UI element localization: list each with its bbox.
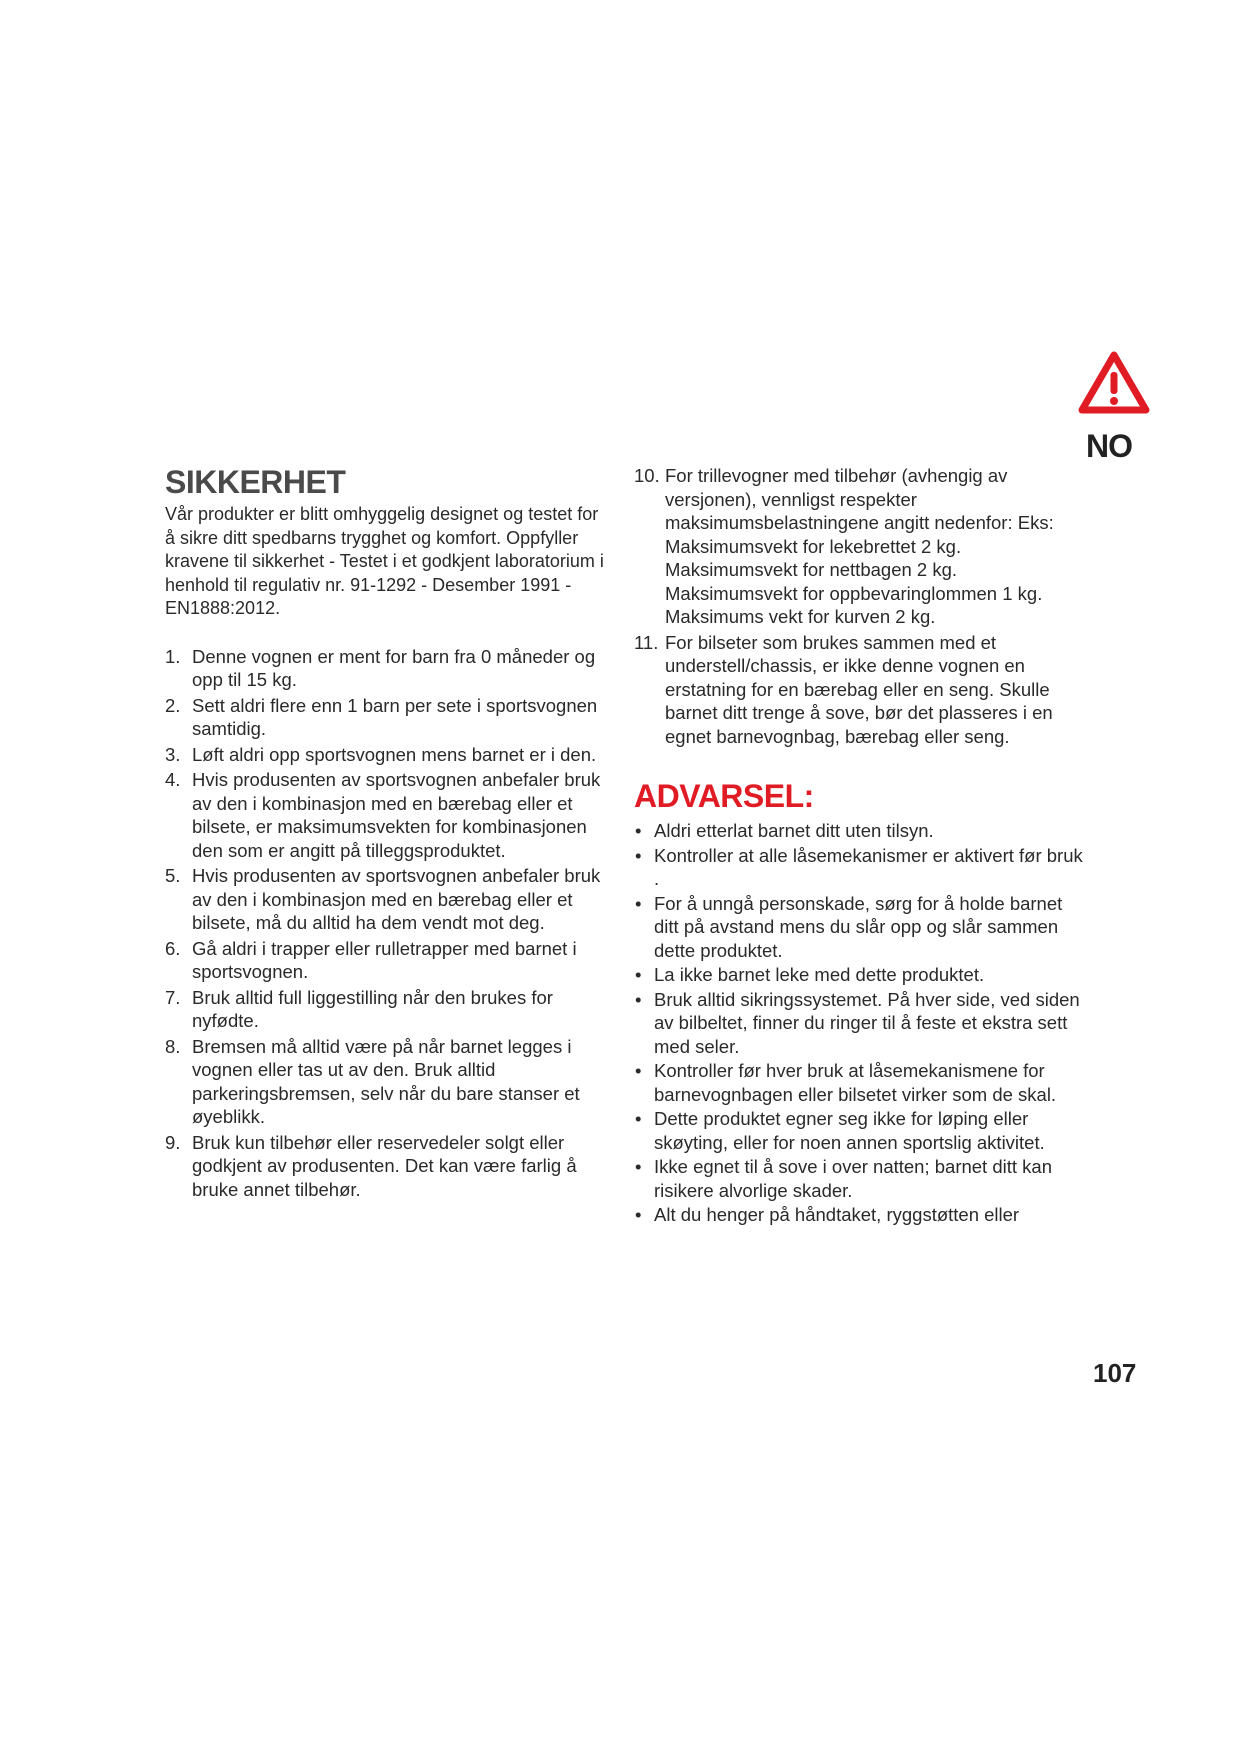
list-item: 1. Denne vognen er ment for barn fra 0 måneder og opp til 15 kg. (165, 645, 596, 690)
list-item: • Bruk alltid sikringssystemet. På hver side, ved siden av bilbeltet, finner du ringer til å feste et ekstra sett med seler. (634, 988, 1084, 1059)
list-item: 5. Hvis produsenten av sportsvognen anbefaler bruk av den i kombinasjon med en bærebag eller et bilsete, må du alltid ha dem vendt mot deg. (165, 865, 601, 933)
safety-intro: Vår produkter er blitt omhyggelig designet og testet for å sikre ditt spedbarns trygghet og komfort. Oppfyller kravene til sikkerhet - Testet i et godkjent laboratorium i henhold til regulativ nr. 91-1292 - Desember 1991 - EN1888:2012. (165, 504, 604, 618)
list-item: 4. Hvis produsenten av sportsvognen anbefaler bruk av den i kombinasjon med en bærebag eller et bilsete, er maksimumsvekten for kombinasjonen den som er angitt på tilleggsproduktet. (165, 769, 601, 861)
list-item: 10. For trillevogner med tilbehør (avhengig av versjonen), vennligst respekter maksimumsbelastningene angitt nedenfor: Eks: Maksimumsvekt for lekebrettet 2 kg. Maksimumsvekt for nettbagen 2 kg. Maksimumsvekt for oppbevaringlommen 1 kg. Maksimums vekt for kurven 2 kg. (634, 465, 1054, 627)
list-item: • Aldri etterlat barnet ditt uten tilsyn. (634, 819, 1084, 843)
list-item: 2. Sett aldri flere enn 1 barn per sete i sportsvognen samtidig. (165, 694, 598, 739)
warning-list (634, 819, 1084, 1227)
list-item: 11. For bilseter som brukes sammen med et understell/chassis, er ikke denne vognen en erstatning for en bærebag eller en seng. Skulle barnet ditt trenge å sove, bør det plasseres i en egnet barnevognbag, bærebag eller seng. (634, 631, 1053, 747)
list-item: 6. Gå aldri i trapper eller rulletrapper med barnet i sportsvognen. (165, 937, 577, 982)
list-item: • Kontroller før hver bruk at låsemekanismene for barnevognbagen eller bilsetet virker som de skal. (634, 1059, 1084, 1106)
list-item: • Ikke egnet til å sove i over natten; barnet ditt kan risikere alvorlige skader. (634, 1155, 1084, 1202)
left-column (165, 464, 605, 1203)
list-item: 7. Bruk alltid full liggestilling når den brukes for nyfødte. (165, 986, 553, 1031)
right-column (634, 464, 1084, 1228)
page-number: 107 (1093, 1358, 1137, 1388)
list-item: • For å unngå personskade, sørg for å holde barnet ditt på avstand mens du slår opp og slår sammen dette produktet. (634, 892, 1084, 963)
warning-triangle-icon (1078, 350, 1150, 416)
list-item: 8. Bremsen må alltid være på når barnet legges i vognen eller tas ut av den. Bruk alltid parkeringsbremsen, selv når du bare stanser et øyeblikk. (165, 1035, 580, 1127)
list-item: 3. Løft aldri opp sportsvognen mens barnet er i den. (165, 743, 597, 765)
list-item: • Dette produktet egner seg ikke for løping eller skøyting, eller for noen annen sportslig aktivitet. (634, 1107, 1084, 1154)
list-item: • La ikke barnet leke med dette produktet. (634, 963, 1084, 987)
list-item: 9. Bruk kun tilbehør eller reservedeler solgt eller godkjent av produsenten. Det kan være farlig å bruke annet tilbehør. (165, 1131, 577, 1200)
list-item: • Alt du henger på håndtaket, ryggstøtten eller (634, 1203, 1084, 1227)
safety-list-right (634, 464, 1084, 748)
list-item: • Kontroller at alle låsemekanismer er aktivert før bruk . (634, 844, 1084, 891)
warning-heading: ADVARSEL: (634, 778, 814, 814)
safety-heading: SIKKERHET (165, 464, 346, 500)
language-code: NO (1086, 428, 1132, 464)
safety-list-left (165, 645, 605, 1202)
